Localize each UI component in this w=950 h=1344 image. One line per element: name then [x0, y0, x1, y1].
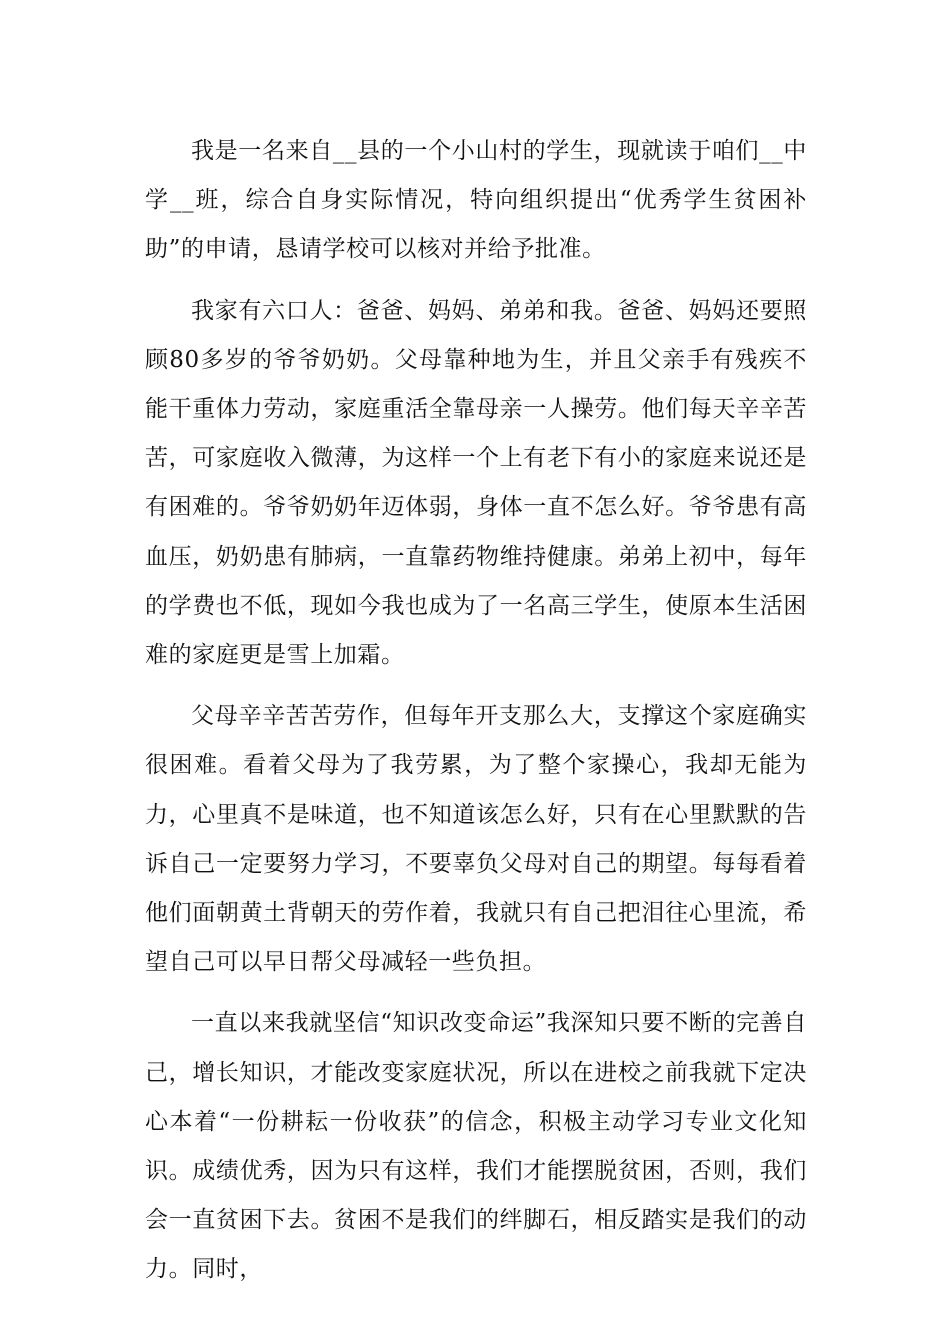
paragraph-2: 我家有六口人：爸爸、妈妈、弟弟和我。爸爸、妈妈还要照顾80多岁的爷爷奶奶。父母靠种地为生，并且父亲手有残疾不能干重体力劳动，家庭重活全靠母亲一人操劳。他们每天辛辛苦苦，可家庭收入微薄，为这样一个上有老下有小的家庭来说还是有困难的。爷爷奶奶年迈体弱，身体一直不怎么好。爷爷患有高血压，奶奶患有肺病，一直靠药物维持健康。弟弟上初中，每年的学费也不低，现如今我也成为了一名高三学生，使原本生活困难的家庭更是雪上加霜。: [145, 297, 807, 669]
paragraph-3: 父母辛辛苦苦劳作，但每年开支那么大，支撑这个家庭确实很困难。看着父母为了我劳累，为了整个家操心，我却无能为力，心里真不是味道，也不知道该怎么好，只有在心里默默的告诉自己一定要努力学习，不要辜负父母对自己的期望。每每看着他们面朝黄土背朝天的劳作着，我就只有自己把泪往心里流，希望自己可以早日帮父母减轻一些负担。: [145, 703, 807, 976]
document-body: [145, 127, 807, 1307]
paragraph-4: 一直以来我就坚信“知识改变命运”我深知只要不断的完善自己，增长知识，才能改变家庭状况，所以在进校之前我就下定决心本着“一份耕耘一份收获”的信念，积极主动学习专业文化知识。成绩优秀，因为只有这样，我们才能摆脱贫困，否则，我们会一直贫困下去。贫困不是我们的绊脚石，相反踏实是我们的动力。同时，: [145, 1010, 807, 1283]
paragraph-1: 我是一名来自__县的一个小山村的学生，现就读于咱们__中学__班，综合自身实际情况，特向组织提出“优秀学生贫困补助”的申请，恳请学校可以核对并给予批准。: [145, 138, 807, 263]
